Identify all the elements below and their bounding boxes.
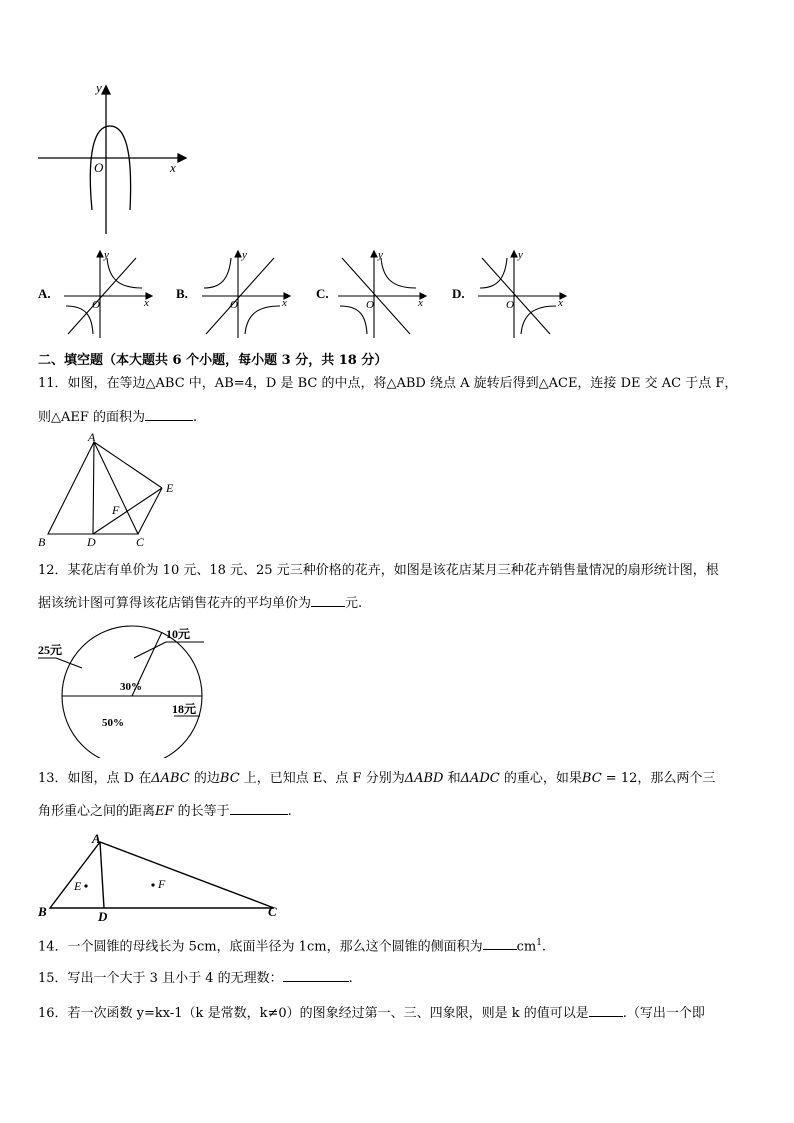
centroid-e: [84, 884, 87, 887]
svg-text:O: O: [230, 299, 238, 311]
option-a-graph: [60, 248, 158, 340]
q14-answer-blank[interactable]: [483, 938, 517, 950]
svg-text:D: D: [98, 909, 108, 924]
option-a-hyperbola-upper: [107, 258, 142, 288]
svg-text:x: x: [558, 297, 563, 309]
svg-text:B: B: [38, 535, 46, 549]
option-a-letter: A.: [38, 286, 51, 301]
y-axis-label: y: [96, 80, 102, 95]
svg-text:x: x: [144, 297, 149, 309]
q12-pie-chart: [34, 618, 224, 758]
option-c-hyperbola-lower: [340, 306, 367, 334]
q11-line1: 11．如图，在等边△ABC 中，AB=4，D 是 BC 的中点，将△ABD 绕点 A 旋转后得到△ACE，连接 DE 交 AC 于点 F，: [38, 376, 738, 391]
option-b-letter: B.: [176, 286, 188, 301]
q16-line: 16．若一次函数 y=kx-1（k 是常数，k≠0）的图象经过第一、三、四象限，则是 k 的值可以是 .（写出一个即: [38, 1006, 705, 1021]
svg-text:x: x: [418, 297, 423, 309]
svg-text:F: F: [112, 503, 120, 517]
svg-text:C: C: [136, 535, 145, 549]
svg-text:O: O: [92, 299, 100, 311]
q13-answer-blank[interactable]: [230, 803, 288, 815]
y-axis-arrow: [102, 86, 110, 94]
origin-label: O: [94, 160, 104, 175]
segment-ae: [94, 442, 162, 488]
top-parabola-graph: [30, 78, 190, 238]
q11-answer-blank[interactable]: [145, 409, 193, 421]
option-b-hyperbola-lower: [245, 306, 280, 334]
svg-text:A: A: [88, 432, 96, 444]
q11-figure: [34, 432, 184, 552]
svg-text:O: O: [506, 299, 514, 311]
option-c-graph: [334, 248, 432, 340]
section-title: 二、填空题（本大题共 6 个小题，每小题 3 分，共 18 分）: [38, 353, 388, 368]
segment-de: [93, 488, 162, 534]
svg-text:B: B: [38, 904, 47, 919]
option-d-hyperbola-upper: [480, 258, 507, 288]
option-d-graph: [474, 248, 572, 340]
pie-pct-50: 50%: [102, 717, 124, 729]
segment-ad: [100, 842, 104, 908]
option-b-graph: [198, 248, 296, 340]
q12-answer-blank[interactable]: [311, 595, 345, 607]
svg-text:F: F: [158, 877, 166, 891]
option-c-hyperbola-upper: [381, 258, 416, 288]
x-axis-label: x: [170, 160, 176, 175]
pie-label-18: 18元: [172, 702, 197, 716]
q12-line2: 据该统计图可算得该花店销售花卉的平均单价为 元.: [38, 596, 363, 611]
option-b-hyperbola-upper: [204, 258, 231, 288]
option-c-letter: C.: [316, 286, 329, 301]
svg-text:y: y: [242, 249, 247, 261]
svg-text:x: x: [282, 297, 287, 309]
svg-text:E: E: [166, 481, 174, 495]
svg-text:y: y: [378, 249, 383, 261]
segment-ce: [138, 488, 162, 534]
svg-text:y: y: [104, 249, 109, 261]
pie-label-10: 10元: [166, 627, 191, 641]
pie-label-25: 25元: [38, 643, 63, 657]
q11-line2: 则△AEF 的面积为 .: [38, 410, 198, 425]
triangle-abc: [50, 842, 274, 908]
q16-answer-blank[interactable]: [589, 1005, 623, 1017]
q13-line2: 角形重心之间的距离EF 的长等于 .: [38, 804, 292, 819]
svg-text:E: E: [74, 879, 82, 893]
q13-figure: [34, 830, 294, 924]
q14-line: 14．一个圆锥的母线长为 5cm，底面半径为 1cm，那么这个圆锥的侧面积为 $cm^1$.: [38, 938, 547, 955]
segment-ad: [93, 442, 94, 534]
option-d-letter: D.: [452, 286, 465, 301]
svg-text:C: C: [268, 904, 277, 919]
q12-line1: 12．某花店有单价为 10 元、18 元、25 元三种价格的花卉，如图是该花店某月三种花卉销售量情况的扇形统计图，根: [38, 563, 719, 578]
pie-pct-30: 30%: [120, 681, 142, 693]
svg-text:A: A: [92, 831, 101, 846]
centroid-f: [151, 883, 154, 886]
svg-text:y: y: [518, 249, 523, 261]
svg-text:O: O: [366, 299, 374, 311]
q13-line1: 13．如图，点 D 在ΔABC 的边BC 上，已知点 E、点 F 分别为ΔABD 和ΔADC 的重心，如果BC = 12，那么两个三: [38, 771, 716, 786]
q15-line: 15．写出一个大于 3 且小于 4 的无理数： .: [38, 971, 353, 986]
x-axis-arrow: [178, 154, 186, 162]
svg-text:D: D: [87, 535, 96, 549]
label-10-leader: [134, 642, 166, 658]
q15-answer-blank[interactable]: [283, 970, 349, 982]
option-d-hyperbola-lower: [521, 306, 556, 334]
